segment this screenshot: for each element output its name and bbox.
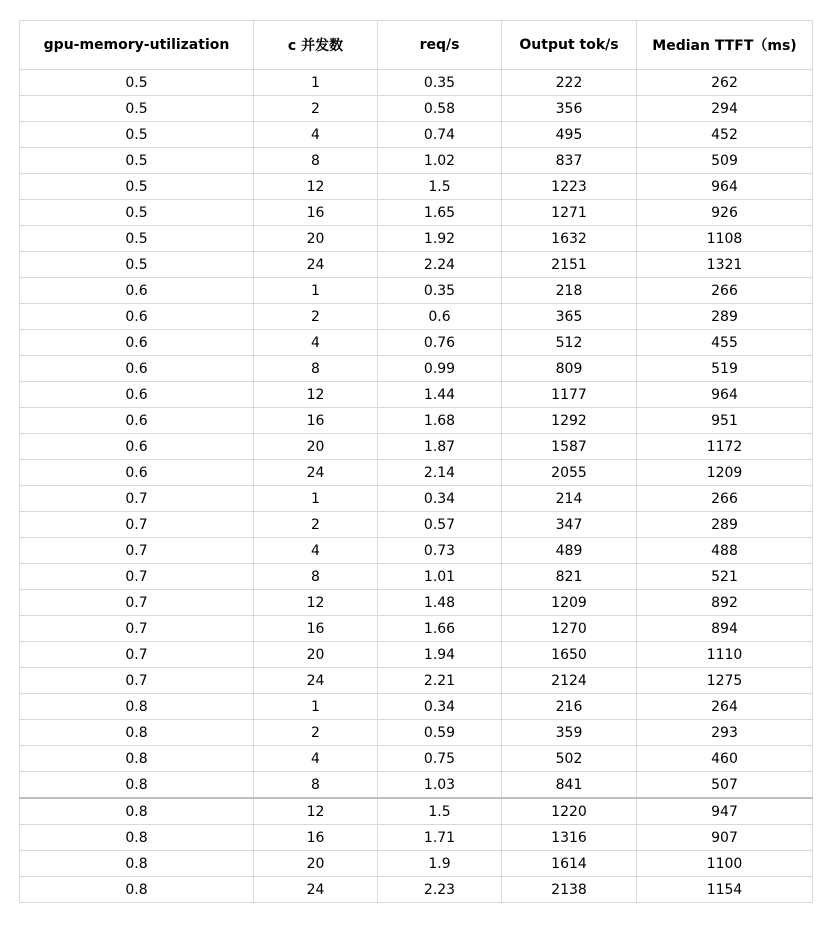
table-row xyxy=(20,798,813,825)
cell-median-ttft: 289 xyxy=(637,512,813,538)
cell-gpu-memory-utilization: 0.5 xyxy=(20,200,254,226)
cell-median-ttft: 460 xyxy=(637,746,813,772)
table-row xyxy=(20,538,813,564)
cell-concurrency: 20 xyxy=(254,642,378,668)
table-row xyxy=(20,486,813,512)
cell-concurrency: 16 xyxy=(254,408,378,434)
cell-median-ttft: 264 xyxy=(637,694,813,720)
cell-req-per-sec: 0.34 xyxy=(378,486,502,512)
cell-gpu-memory-utilization: 0.7 xyxy=(20,486,254,512)
cell-req-per-sec: 1.01 xyxy=(378,564,502,590)
cell-concurrency: 16 xyxy=(254,825,378,851)
cell-output-tok-per-sec: 356 xyxy=(502,96,637,122)
cell-concurrency: 4 xyxy=(254,330,378,356)
cell-output-tok-per-sec: 222 xyxy=(502,70,637,96)
cell-concurrency: 20 xyxy=(254,226,378,252)
cell-output-tok-per-sec: 1271 xyxy=(502,200,637,226)
cell-req-per-sec: 1.48 xyxy=(378,590,502,616)
cell-median-ttft: 455 xyxy=(637,330,813,356)
table-row xyxy=(20,122,813,148)
cell-output-tok-per-sec: 837 xyxy=(502,148,637,174)
cell-gpu-memory-utilization: 0.8 xyxy=(20,694,254,720)
table-row xyxy=(20,304,813,330)
table-row xyxy=(20,694,813,720)
cell-req-per-sec: 1.5 xyxy=(378,174,502,200)
cell-output-tok-per-sec: 214 xyxy=(502,486,637,512)
cell-req-per-sec: 0.34 xyxy=(378,694,502,720)
cell-gpu-memory-utilization: 0.5 xyxy=(20,252,254,278)
table-row xyxy=(20,642,813,668)
cell-output-tok-per-sec: 1220 xyxy=(502,798,637,825)
cell-median-ttft: 1100 xyxy=(637,851,813,877)
cell-concurrency: 24 xyxy=(254,460,378,486)
cell-median-ttft: 894 xyxy=(637,616,813,642)
cell-median-ttft: 964 xyxy=(637,382,813,408)
cell-req-per-sec: 1.44 xyxy=(378,382,502,408)
cell-median-ttft: 907 xyxy=(637,825,813,851)
cell-median-ttft: 294 xyxy=(637,96,813,122)
header-req-per-sec: req/s xyxy=(378,21,502,70)
cell-gpu-memory-utilization: 0.5 xyxy=(20,226,254,252)
table-row xyxy=(20,200,813,226)
cell-concurrency: 4 xyxy=(254,746,378,772)
cell-gpu-memory-utilization: 0.5 xyxy=(20,174,254,200)
cell-gpu-memory-utilization: 0.8 xyxy=(20,851,254,877)
cell-gpu-memory-utilization: 0.8 xyxy=(20,798,254,825)
cell-gpu-memory-utilization: 0.7 xyxy=(20,642,254,668)
table-row xyxy=(20,226,813,252)
cell-median-ttft: 1172 xyxy=(637,434,813,460)
cell-output-tok-per-sec: 2124 xyxy=(502,668,637,694)
cell-median-ttft: 1110 xyxy=(637,642,813,668)
header-row xyxy=(20,21,813,70)
cell-median-ttft: 1108 xyxy=(637,226,813,252)
cell-output-tok-per-sec: 841 xyxy=(502,772,637,799)
cell-output-tok-per-sec: 1587 xyxy=(502,434,637,460)
cell-req-per-sec: 1.65 xyxy=(378,200,502,226)
cell-gpu-memory-utilization: 0.8 xyxy=(20,877,254,903)
cell-concurrency: 2 xyxy=(254,96,378,122)
cell-median-ttft: 266 xyxy=(637,278,813,304)
table-row xyxy=(20,720,813,746)
table-row xyxy=(20,460,813,486)
cell-req-per-sec: 1.92 xyxy=(378,226,502,252)
cell-concurrency: 16 xyxy=(254,200,378,226)
cell-req-per-sec: 0.73 xyxy=(378,538,502,564)
cell-median-ttft: 926 xyxy=(637,200,813,226)
cell-concurrency: 4 xyxy=(254,122,378,148)
cell-req-per-sec: 2.21 xyxy=(378,668,502,694)
table-row xyxy=(20,70,813,96)
cell-gpu-memory-utilization: 0.5 xyxy=(20,122,254,148)
table-row xyxy=(20,877,813,903)
cell-concurrency: 1 xyxy=(254,486,378,512)
cell-concurrency: 16 xyxy=(254,616,378,642)
cell-gpu-memory-utilization: 0.6 xyxy=(20,434,254,460)
table-row xyxy=(20,668,813,694)
cell-gpu-memory-utilization: 0.7 xyxy=(20,564,254,590)
cell-median-ttft: 1321 xyxy=(637,252,813,278)
cell-gpu-memory-utilization: 0.5 xyxy=(20,148,254,174)
cell-req-per-sec: 1.02 xyxy=(378,148,502,174)
table-row xyxy=(20,851,813,877)
cell-concurrency: 1 xyxy=(254,694,378,720)
table-row xyxy=(20,356,813,382)
cell-gpu-memory-utilization: 0.8 xyxy=(20,720,254,746)
cell-output-tok-per-sec: 1316 xyxy=(502,825,637,851)
cell-concurrency: 8 xyxy=(254,564,378,590)
table-row xyxy=(20,96,813,122)
cell-req-per-sec: 1.71 xyxy=(378,825,502,851)
table-body xyxy=(20,70,813,903)
header-gpu-memory-utilization: gpu-memory-utilization xyxy=(20,21,254,70)
cell-concurrency: 4 xyxy=(254,538,378,564)
header-output-tok-per-sec: Output tok/s xyxy=(502,21,637,70)
table-row xyxy=(20,616,813,642)
cell-output-tok-per-sec: 1223 xyxy=(502,174,637,200)
cell-req-per-sec: 2.24 xyxy=(378,252,502,278)
results-table xyxy=(19,20,813,903)
table-row xyxy=(20,408,813,434)
cell-output-tok-per-sec: 347 xyxy=(502,512,637,538)
cell-req-per-sec: 1.5 xyxy=(378,798,502,825)
cell-gpu-memory-utilization: 0.6 xyxy=(20,356,254,382)
table-row xyxy=(20,252,813,278)
cell-output-tok-per-sec: 2138 xyxy=(502,877,637,903)
cell-req-per-sec: 0.76 xyxy=(378,330,502,356)
cell-output-tok-per-sec: 809 xyxy=(502,356,637,382)
cell-median-ttft: 892 xyxy=(637,590,813,616)
cell-concurrency: 20 xyxy=(254,434,378,460)
table-row xyxy=(20,825,813,851)
cell-req-per-sec: 1.66 xyxy=(378,616,502,642)
cell-concurrency: 2 xyxy=(254,720,378,746)
cell-output-tok-per-sec: 2151 xyxy=(502,252,637,278)
cell-gpu-memory-utilization: 0.7 xyxy=(20,538,254,564)
cell-output-tok-per-sec: 1614 xyxy=(502,851,637,877)
cell-concurrency: 2 xyxy=(254,304,378,330)
table-row xyxy=(20,148,813,174)
table-row xyxy=(20,746,813,772)
cell-req-per-sec: 0.75 xyxy=(378,746,502,772)
cell-median-ttft: 507 xyxy=(637,772,813,799)
cell-req-per-sec: 1.9 xyxy=(378,851,502,877)
cell-output-tok-per-sec: 495 xyxy=(502,122,637,148)
cell-gpu-memory-utilization: 0.8 xyxy=(20,746,254,772)
cell-output-tok-per-sec: 216 xyxy=(502,694,637,720)
cell-concurrency: 12 xyxy=(254,174,378,200)
cell-output-tok-per-sec: 218 xyxy=(502,278,637,304)
cell-median-ttft: 519 xyxy=(637,356,813,382)
cell-output-tok-per-sec: 1270 xyxy=(502,616,637,642)
cell-concurrency: 8 xyxy=(254,356,378,382)
cell-gpu-memory-utilization: 0.6 xyxy=(20,460,254,486)
cell-median-ttft: 947 xyxy=(637,798,813,825)
cell-req-per-sec: 2.14 xyxy=(378,460,502,486)
table-row xyxy=(20,382,813,408)
cell-median-ttft: 488 xyxy=(637,538,813,564)
cell-req-per-sec: 1.87 xyxy=(378,434,502,460)
cell-output-tok-per-sec: 365 xyxy=(502,304,637,330)
cell-median-ttft: 266 xyxy=(637,486,813,512)
cell-req-per-sec: 2.23 xyxy=(378,877,502,903)
cell-gpu-memory-utilization: 0.6 xyxy=(20,278,254,304)
cell-concurrency: 20 xyxy=(254,851,378,877)
cell-gpu-memory-utilization: 0.7 xyxy=(20,668,254,694)
cell-median-ttft: 262 xyxy=(637,70,813,96)
cell-median-ttft: 964 xyxy=(637,174,813,200)
table-row xyxy=(20,564,813,590)
cell-req-per-sec: 0.35 xyxy=(378,278,502,304)
cell-median-ttft: 293 xyxy=(637,720,813,746)
table-row xyxy=(20,174,813,200)
cell-gpu-memory-utilization: 0.7 xyxy=(20,590,254,616)
cell-output-tok-per-sec: 489 xyxy=(502,538,637,564)
cell-gpu-memory-utilization: 0.6 xyxy=(20,330,254,356)
cell-output-tok-per-sec: 1632 xyxy=(502,226,637,252)
cell-output-tok-per-sec: 821 xyxy=(502,564,637,590)
table-row xyxy=(20,434,813,460)
table-row xyxy=(20,278,813,304)
cell-concurrency: 24 xyxy=(254,252,378,278)
cell-concurrency: 12 xyxy=(254,382,378,408)
cell-req-per-sec: 1.03 xyxy=(378,772,502,799)
cell-gpu-memory-utilization: 0.6 xyxy=(20,382,254,408)
cell-median-ttft: 1275 xyxy=(637,668,813,694)
cell-concurrency: 1 xyxy=(254,278,378,304)
cell-median-ttft: 289 xyxy=(637,304,813,330)
cell-req-per-sec: 0.99 xyxy=(378,356,502,382)
cell-concurrency: 24 xyxy=(254,877,378,903)
table-row xyxy=(20,330,813,356)
cell-concurrency: 8 xyxy=(254,148,378,174)
table-row xyxy=(20,512,813,538)
cell-req-per-sec: 0.57 xyxy=(378,512,502,538)
cell-concurrency: 12 xyxy=(254,590,378,616)
cell-concurrency: 24 xyxy=(254,668,378,694)
cell-gpu-memory-utilization: 0.6 xyxy=(20,408,254,434)
cell-median-ttft: 1154 xyxy=(637,877,813,903)
cell-gpu-memory-utilization: 0.5 xyxy=(20,96,254,122)
cell-req-per-sec: 0.74 xyxy=(378,122,502,148)
cell-median-ttft: 951 xyxy=(637,408,813,434)
cell-output-tok-per-sec: 1292 xyxy=(502,408,637,434)
cell-gpu-memory-utilization: 0.6 xyxy=(20,304,254,330)
cell-req-per-sec: 1.68 xyxy=(378,408,502,434)
cell-req-per-sec: 0.6 xyxy=(378,304,502,330)
cell-output-tok-per-sec: 1650 xyxy=(502,642,637,668)
cell-concurrency: 12 xyxy=(254,798,378,825)
cell-output-tok-per-sec: 2055 xyxy=(502,460,637,486)
results-table-container xyxy=(19,20,813,903)
cell-concurrency: 8 xyxy=(254,772,378,799)
table-row xyxy=(20,772,813,799)
cell-gpu-memory-utilization: 0.5 xyxy=(20,70,254,96)
cell-median-ttft: 1209 xyxy=(637,460,813,486)
cell-gpu-memory-utilization: 0.7 xyxy=(20,616,254,642)
cell-concurrency: 2 xyxy=(254,512,378,538)
table-row xyxy=(20,590,813,616)
cell-output-tok-per-sec: 512 xyxy=(502,330,637,356)
cell-req-per-sec: 0.59 xyxy=(378,720,502,746)
cell-median-ttft: 452 xyxy=(637,122,813,148)
cell-req-per-sec: 0.58 xyxy=(378,96,502,122)
cell-output-tok-per-sec: 502 xyxy=(502,746,637,772)
cell-output-tok-per-sec: 1209 xyxy=(502,590,637,616)
cell-median-ttft: 509 xyxy=(637,148,813,174)
cell-req-per-sec: 1.94 xyxy=(378,642,502,668)
header-concurrency: c 并发数 xyxy=(254,21,378,70)
cell-output-tok-per-sec: 359 xyxy=(502,720,637,746)
header-median-ttft: Median TTFT（ms) xyxy=(637,21,813,70)
cell-gpu-memory-utilization: 0.8 xyxy=(20,772,254,799)
cell-req-per-sec: 0.35 xyxy=(378,70,502,96)
cell-gpu-memory-utilization: 0.7 xyxy=(20,512,254,538)
cell-output-tok-per-sec: 1177 xyxy=(502,382,637,408)
cell-gpu-memory-utilization: 0.8 xyxy=(20,825,254,851)
cell-concurrency: 1 xyxy=(254,70,378,96)
cell-median-ttft: 521 xyxy=(637,564,813,590)
